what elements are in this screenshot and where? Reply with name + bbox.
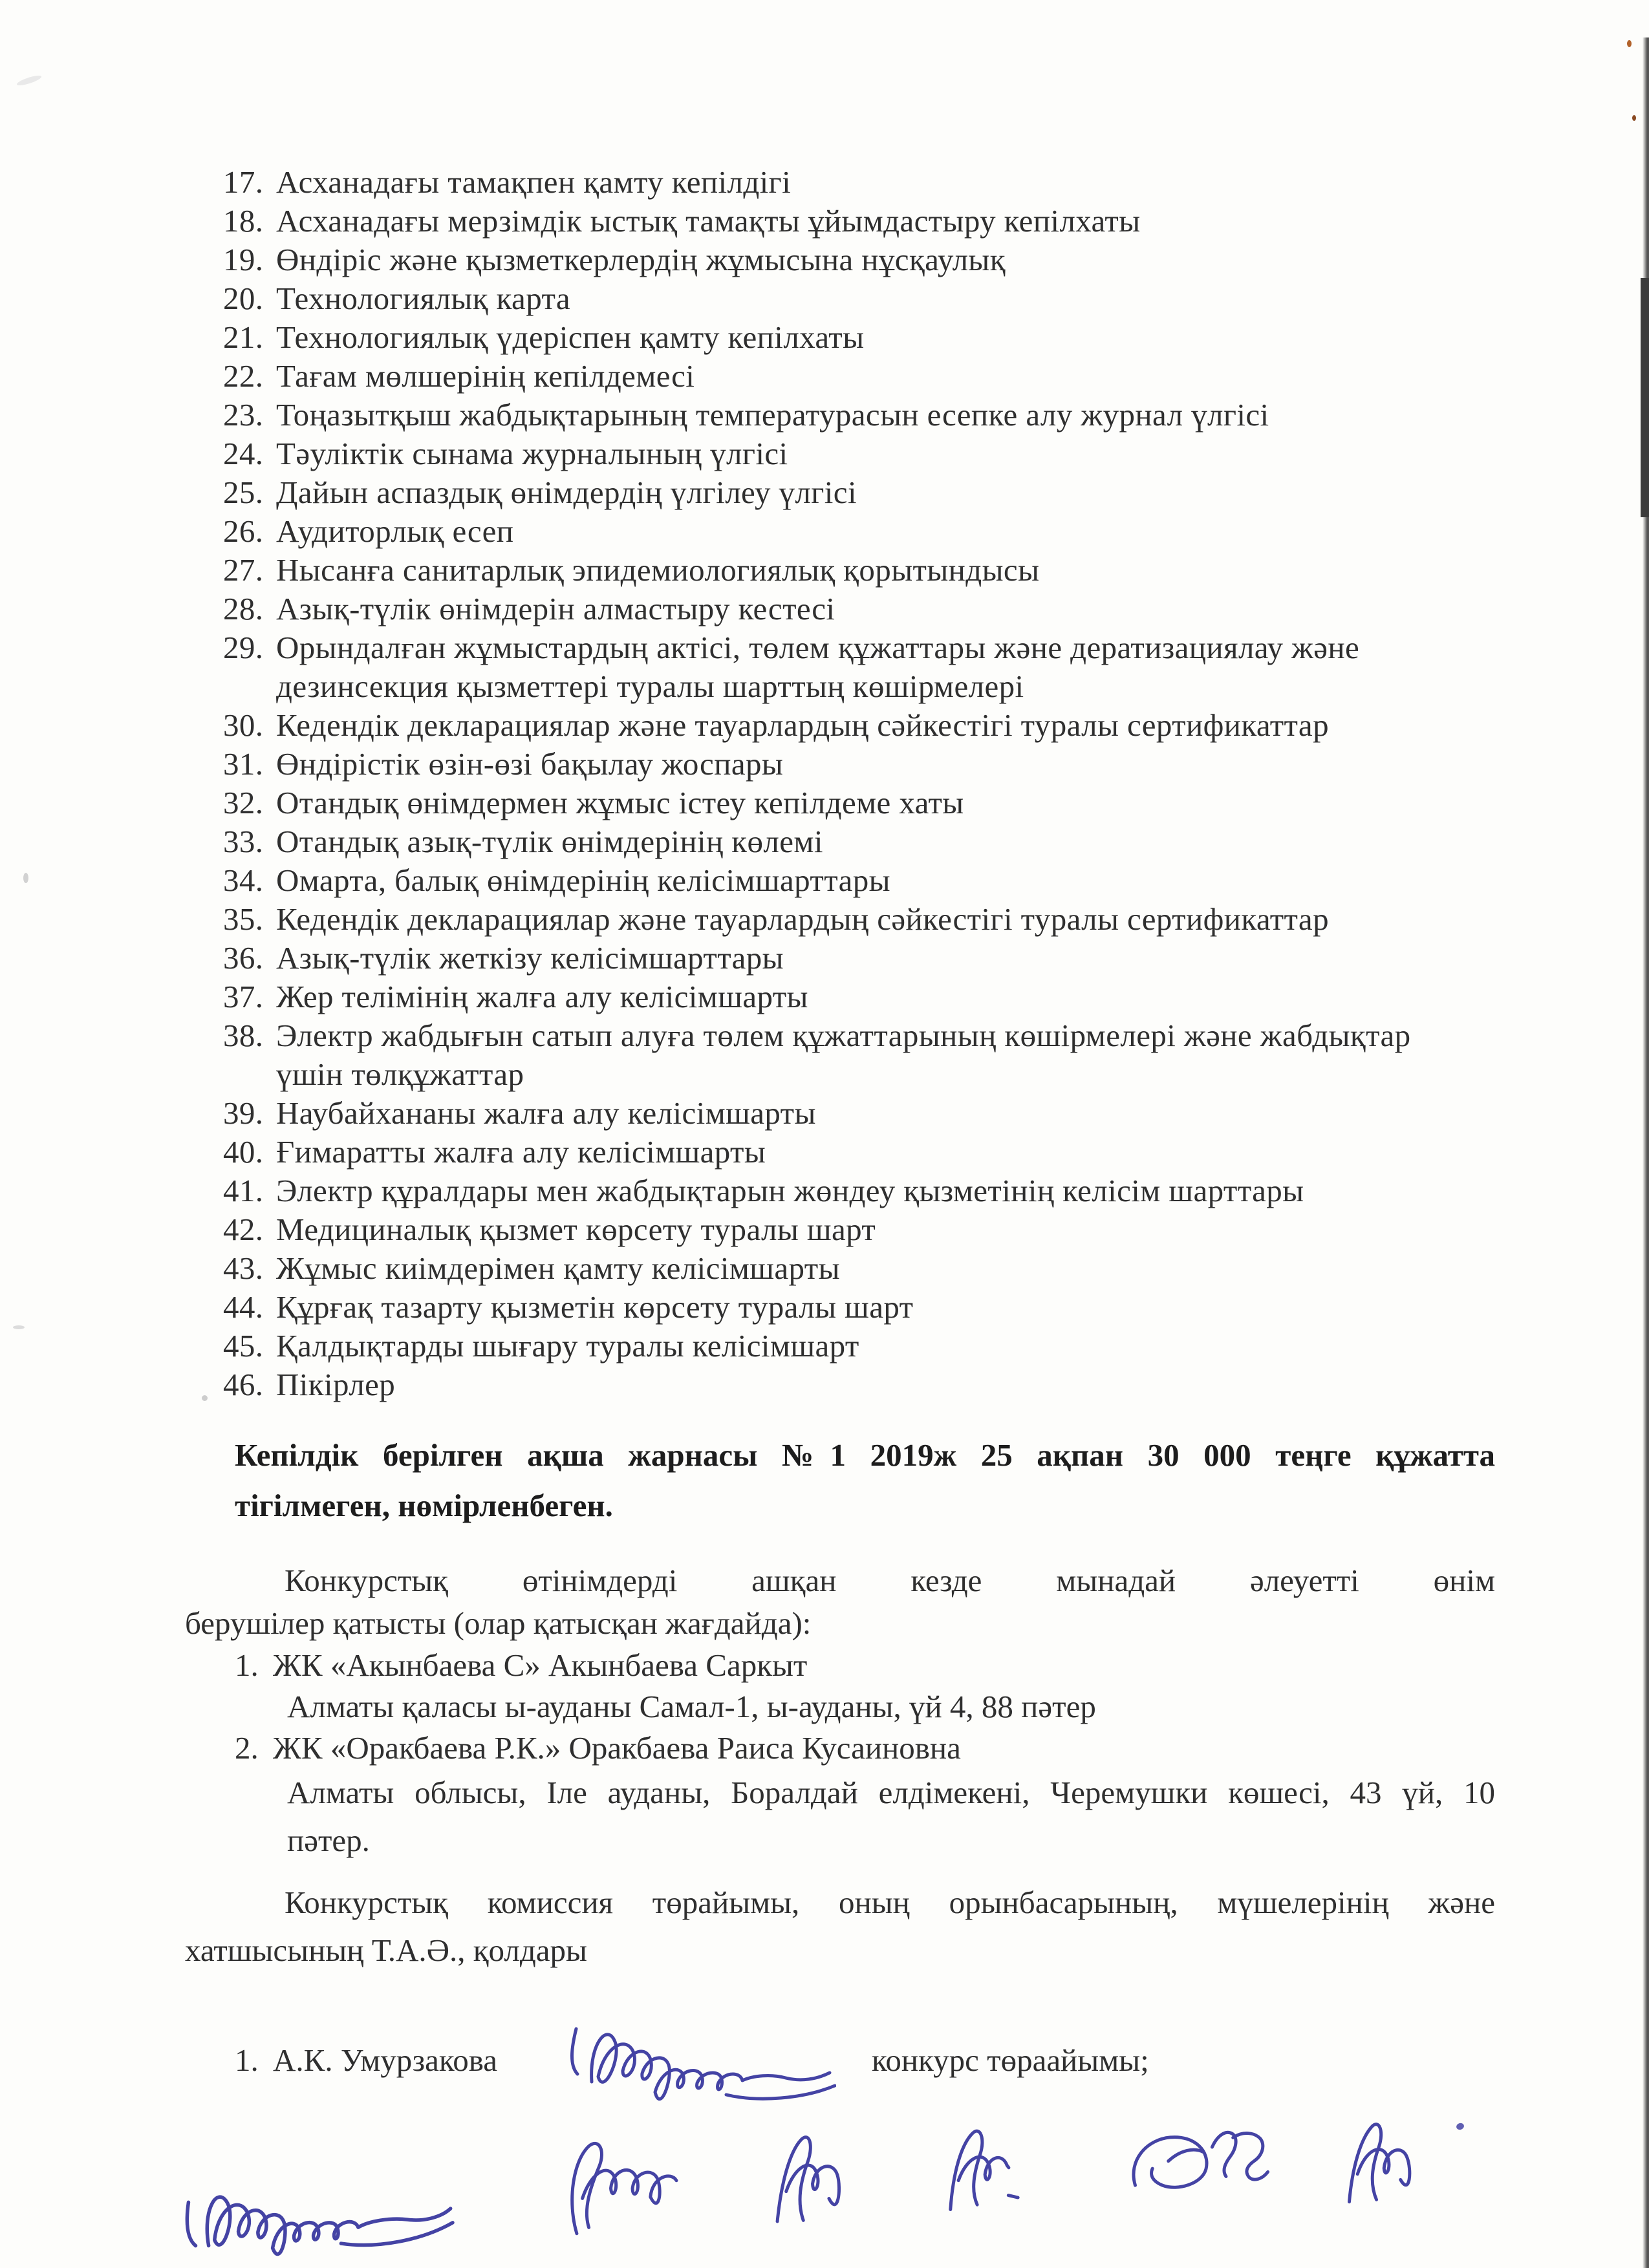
signature-line-role: конкурс төраайымы; bbox=[872, 2042, 1149, 2078]
list-item-text: Омарта, балық өнімдерінің келісімшарттары bbox=[276, 862, 891, 898]
list-item-number: 33. bbox=[223, 824, 264, 859]
list-item bbox=[223, 357, 1520, 396]
list-item bbox=[223, 1133, 1520, 1171]
list-item bbox=[223, 279, 1520, 318]
list-item bbox=[223, 706, 1520, 745]
commission-paragraph-line-2: хатшысының Т.А.Ә., қолдары bbox=[185, 1932, 587, 1968]
list-item bbox=[223, 628, 1520, 706]
scan-edge-shadow-dark bbox=[1641, 278, 1649, 517]
scan-smudge bbox=[13, 1325, 25, 1329]
commission-paragraph-line-1: Конкурстық комиссия төрайымы, оның орынбасарының, мүшелерінің және bbox=[285, 1885, 1495, 1920]
list-item-text: Аудиторлық есеп bbox=[276, 513, 514, 549]
list-item-number: 36. bbox=[223, 940, 264, 976]
list-item bbox=[223, 1016, 1520, 1094]
guarantee-line-2: тігілмеген, нөмірленбеген. bbox=[235, 1488, 613, 1523]
list-item-number: 23. bbox=[223, 397, 264, 433]
signature-ink-2 bbox=[532, 2118, 700, 2246]
list-item-text: Құрғақ тазарту қызметін көрсету туралы шарт bbox=[276, 1289, 914, 1325]
list-item-number: 30. bbox=[223, 707, 264, 743]
list-item-number: 17. bbox=[223, 164, 264, 200]
signature-line bbox=[235, 2042, 1649, 2106]
list-item bbox=[223, 512, 1520, 551]
list-item-text: Тәуліктік сынама журналының үлгісі bbox=[276, 436, 788, 471]
list-item-text: Технологиялық үдеріспен қамту кепілхаты bbox=[276, 319, 865, 355]
list-item-text: Жер телімінің жалға алу келісімшарты bbox=[276, 979, 808, 1014]
list-item-number: 34. bbox=[223, 862, 264, 898]
list-item bbox=[223, 551, 1520, 590]
list-item bbox=[223, 1327, 1520, 1365]
list-item-number: 29. bbox=[223, 630, 264, 665]
list-item-number: 46. bbox=[223, 1367, 264, 1402]
participant-1-address: Алматы қаласы ы-ауданы Самал-1, ы-ауданы, үй 4, 88 пәтер bbox=[287, 1689, 1096, 1724]
list-item bbox=[223, 745, 1520, 784]
list-item bbox=[223, 1171, 1520, 1210]
list-item bbox=[223, 1288, 1520, 1327]
list-item-text: Тоңазытқыш жабдықтарының температурасын есепке алу журнал үлгісі bbox=[276, 397, 1269, 433]
list-item bbox=[223, 318, 1520, 357]
scan-smudge bbox=[16, 74, 43, 87]
list-item-text: Кедендік декларациялар және тауарлардың сәйкестігі туралы сертификаттар bbox=[276, 901, 1329, 937]
list-item bbox=[223, 861, 1520, 900]
list-item-number: 45. bbox=[223, 1328, 264, 1364]
list-item-text: Отандық өнімдермен жұмыс істеу кепілдеме хаты bbox=[276, 785, 964, 820]
scan-speck bbox=[1627, 40, 1632, 47]
list-item-text: Асханадағы мерзімдік ыстық тамақты ұйымдастыру кепілхаты bbox=[276, 203, 1141, 239]
list-item-text: Өндірістік өзін-өзі бақылау жоспары bbox=[276, 746, 784, 782]
list-item bbox=[223, 241, 1520, 279]
list-item bbox=[223, 163, 1520, 202]
list-item-text: Тағам мөлшерінің кепілдемесі bbox=[276, 358, 695, 394]
list-item bbox=[223, 202, 1520, 241]
list-item-number: 35. bbox=[223, 901, 264, 937]
guarantee-paragraph bbox=[235, 1430, 1495, 1531]
list-item-text: Пікірлер bbox=[276, 1367, 396, 1402]
list-item bbox=[223, 1249, 1520, 1288]
list-item-text: Азық-түлік жеткізу келісімшарттары bbox=[276, 940, 784, 976]
list-item bbox=[223, 1210, 1520, 1249]
list-item-number: 44. bbox=[223, 1289, 264, 1325]
signature-ink-1 bbox=[171, 2144, 459, 2268]
list-item-number: 22. bbox=[223, 358, 264, 394]
list-item-text: Наубайхананы жалға алу келісімшарты bbox=[276, 1095, 816, 1131]
list-item-text: Дайын аспаздық өнімдердің үлгілеу үлгісі bbox=[276, 475, 857, 510]
signature-ink-5 bbox=[1103, 2104, 1276, 2216]
list-item bbox=[223, 590, 1520, 628]
signature-ink-6 bbox=[1317, 2101, 1431, 2220]
participants-paragraph bbox=[185, 1559, 1495, 1645]
list-item-number: 24. bbox=[223, 436, 264, 471]
list-item-text: Технологиялық карта bbox=[276, 281, 571, 316]
participant-1-number: 1. bbox=[235, 1647, 259, 1683]
list-item bbox=[223, 784, 1520, 822]
participant-1-title: ЖК «Акынбаева С» Акынбаева Саркыт bbox=[273, 1647, 808, 1683]
participant-2 bbox=[235, 1728, 1495, 1865]
participants-list bbox=[235, 1645, 1495, 1865]
signature-ink-3 bbox=[747, 2119, 857, 2235]
participants-paragraph-line-2: берушілер қатысты (олар қатысқан жағдайда): bbox=[185, 1605, 812, 1641]
list-item-text: Электр жабдығын сатып алуға төлем құжаттарының көшірмелері және жабдықтар bbox=[276, 1018, 1411, 1053]
scan-smudge bbox=[23, 873, 28, 883]
list-item-number: 20. bbox=[223, 281, 264, 316]
list-item-number: 40. bbox=[223, 1134, 264, 1170]
participant-2-address-line-1: Алматы облысы, Іле ауданы, Боралдай елдімекені, Черемушки көшесі, 43 үй, 10 bbox=[287, 1775, 1495, 1810]
list-item-continuation: үшін төлқұжаттар bbox=[276, 1056, 524, 1092]
list-item-text: Кедендік декларациялар және тауарлардың сәйкестігі туралы сертификаттар bbox=[276, 707, 1329, 743]
list-item-text: Орындалған жұмыстардың актісі, төлем құжаттары және дератизациялау және bbox=[276, 630, 1360, 665]
list-item-text: Медициналық қызмет көрсету туралы шарт bbox=[276, 1212, 876, 1247]
list-item bbox=[223, 473, 1520, 512]
list-item-number: 43. bbox=[223, 1250, 264, 1286]
list-item-number: 21. bbox=[223, 319, 264, 355]
list-item bbox=[223, 434, 1520, 473]
list-item-text: Электр құралдары мен жабдықтарын жөндеу қызметінің келісім шарттары bbox=[276, 1173, 1304, 1208]
list-item-number: 42. bbox=[223, 1212, 264, 1247]
list-item-text: Азық-түлік өнімдерін алмастыру кестесі bbox=[276, 591, 835, 626]
list-item-number: 25. bbox=[223, 475, 264, 510]
signature-line-number: 1. bbox=[235, 2042, 259, 2078]
list-item-number: 27. bbox=[223, 552, 264, 588]
list-item bbox=[223, 1094, 1520, 1133]
participant-2-title: ЖК «Оракбаева Р.К.» Оракбаева Раиса Кусаиновна bbox=[273, 1730, 961, 1766]
list-item-number: 31. bbox=[223, 746, 264, 782]
list-item-text: Отандық азық-түлік өнімдерінің көлемі bbox=[276, 824, 823, 859]
list-item bbox=[223, 1365, 1520, 1404]
list-item-continuation: дезинсекция қызметтері туралы шарттың көшірмелері bbox=[276, 669, 1024, 704]
list-item-number: 28. bbox=[223, 591, 264, 626]
list-item-number: 19. bbox=[223, 242, 264, 277]
list-item-text: Қалдықтарды шығару туралы келісімшарт bbox=[276, 1328, 859, 1364]
scan-speck bbox=[1632, 115, 1636, 121]
list-item-number: 32. bbox=[223, 785, 264, 820]
scan-smudge bbox=[202, 1395, 208, 1401]
participant-1 bbox=[235, 1645, 1495, 1728]
participant-2-number: 2. bbox=[235, 1730, 259, 1766]
participant-2-title-row bbox=[235, 1728, 1495, 1769]
list-item-number: 41. bbox=[223, 1173, 264, 1208]
list-item bbox=[223, 900, 1520, 939]
signature-umurzakova-ink bbox=[558, 2004, 836, 2127]
list-item-text: Асханадағы тамақпен қамту кепілдігі bbox=[276, 164, 792, 200]
participants-paragraph-line-1: Конкурстық өтінімдерді ашқан кезде мынадай әлеуетті өнім bbox=[285, 1563, 1495, 1598]
list-item-text: Ғимаратты жалға алу келісімшарты bbox=[276, 1134, 766, 1170]
participant-1-title-row bbox=[235, 1645, 1495, 1686]
signature-ink-dot bbox=[1456, 2122, 1465, 2131]
signature-ink-4 bbox=[923, 2112, 1027, 2229]
list-item-number: 39. bbox=[223, 1095, 264, 1131]
participant-2-address-line-2: пәтер. bbox=[287, 1823, 370, 1858]
list-item-text: Нысанға санитарлық эпидемиологиялық қорытындысы bbox=[276, 552, 1040, 588]
commission-paragraph bbox=[185, 1879, 1495, 1974]
list-item-number: 38. bbox=[223, 1018, 264, 1053]
list-item-number: 18. bbox=[223, 203, 264, 239]
list-item bbox=[223, 822, 1520, 861]
list-item bbox=[223, 978, 1520, 1016]
list-item-text: Өндіріс және қызметкерлердің жұмысына нұсқаулық bbox=[276, 242, 1006, 277]
list-item-text: Жұмыс киімдерімен қамту келісімшарты bbox=[276, 1250, 840, 1286]
guarantee-line-1: Кепілдік берілген ақша жарнасы №1 2019ж 25 ақпан 30 000 теңге құжатта bbox=[235, 1437, 1495, 1473]
appendix-list bbox=[223, 163, 1520, 1404]
signature-line-name: А.К. Умурзакова bbox=[273, 2042, 497, 2078]
list-item-number: 37. bbox=[223, 979, 264, 1014]
list-item-number: 26. bbox=[223, 513, 264, 549]
list-item bbox=[223, 939, 1520, 978]
list-item bbox=[223, 396, 1520, 434]
